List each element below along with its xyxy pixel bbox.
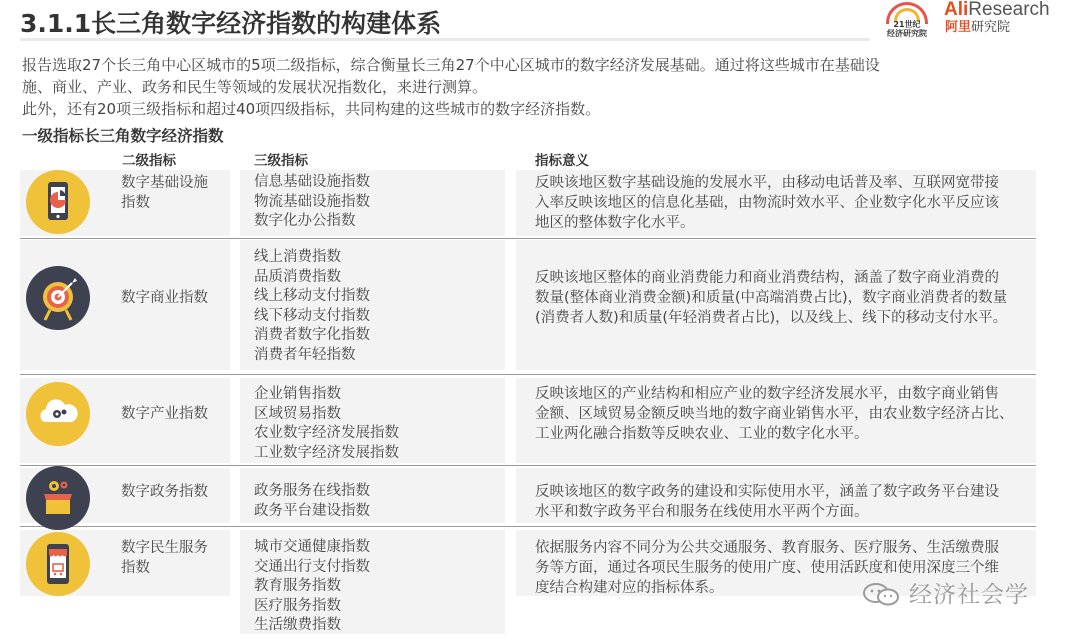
level2-label: 数字商业指数	[121, 290, 208, 306]
level3-item: 品质消费指数	[254, 268, 341, 285]
level3-item: 农业数字经济发展指数	[254, 425, 399, 441]
page-title: 3.1.1长三角数字经济指数的构建体系	[20, 9, 442, 38]
row-divider	[20, 465, 1036, 466]
column-header-level2: 二级指标	[122, 153, 176, 169]
level3-item: 城市交通健康指数	[254, 539, 370, 555]
level3-list	[254, 173, 370, 232]
level3-item: 教育服务指数	[254, 578, 341, 594]
level2-label: 数字政务指数	[121, 484, 208, 500]
level3-item: 政务平台建设指数	[254, 502, 370, 519]
cloud-gear-icon	[26, 382, 90, 446]
level3-list	[254, 385, 399, 463]
level3-item: 交通出行支付指数	[254, 558, 370, 575]
box-gear-icon	[26, 466, 90, 530]
row-divider	[20, 526, 1036, 527]
level2-label: 数字产业指数	[121, 406, 208, 422]
level3-list	[254, 248, 370, 365]
meaning-text: 依据服务内容不同分为公共交通服务、教育服务、医疗服务、生活缴费服 务等方面，通过各项民生服务的使用广度、使用活跃度和使用深度三个维 度结合构建对应的指标体系。	[535, 540, 999, 596]
level3-item: 线上移动支付指数	[254, 288, 370, 304]
meaning-text: 反映该地区的数字政务的建设和实际使用水平，涵盖了数字政务平台建设 水平和数字政务平台和服务在线使用水平两个方面。	[535, 484, 999, 520]
row-divider	[20, 374, 1036, 375]
level3-item: 医疗服务指数	[254, 597, 341, 614]
column-header-meaning: 指标意义	[535, 153, 589, 169]
intro-line: 施、商业、产业、政务和民生等领域的发展状况指数化，来进行测算。	[22, 78, 488, 96]
mobile-phone-icon	[26, 170, 90, 234]
level3-item: 消费者年轻指数	[254, 346, 356, 363]
level3-item: 物流基础设施指数	[254, 193, 370, 210]
intro-paragraph	[22, 54, 1062, 120]
level3-list	[254, 482, 370, 521]
meaning-text: 反映该地区数字基础设施的发展水平，由移动电话普及率、互联网宽带接 入率反映该地区的信息化基础，由物流时效水平、企业数字化水平反应该 地区的整体数字化水平。	[535, 175, 999, 231]
column-header-level3: 三级指标	[254, 153, 308, 169]
watermark-text: 经济社会学	[909, 582, 1029, 608]
meaning-text: 反映该地区的产业结构和相应产业的数字经济发展水平，由数字商业销售 金额、区域贸易金额反映当地的数字商业销售水平，由农业数字经济占比、 工业两化融合指数等反映农业、工业的数字化水平。	[535, 386, 1014, 442]
level3-list	[254, 538, 370, 636]
row-divider	[20, 238, 1036, 239]
level3-item: 区域贸易指数	[254, 405, 341, 422]
level3-item: 数字化办公指数	[254, 213, 356, 229]
level3-item: 工业数字经济发展指数	[254, 444, 399, 461]
21st-century-logo: 21世纪 经济研究院	[878, 2, 936, 32]
level3-item: 企业销售指数	[254, 386, 341, 402]
level2-label: 数字基础设施 指数	[121, 175, 208, 211]
mobile-shop-icon	[26, 532, 90, 596]
aliresearch-logo: AliResearch 阿里研究院	[944, 0, 1050, 35]
level2-label: 数字民生服务 指数	[121, 540, 208, 576]
section-subheading: 一级指标长三角数字经济指数	[22, 127, 224, 145]
intro-line: 报告选取27个长三角中心区城市的5项二级指标，综合衡量长三角27个中心区城市的数字经济发展基础。通过将这些城市在基础设	[22, 56, 880, 74]
level3-item: 生活缴费指数	[254, 617, 341, 633]
level3-item: 信息基础设施指数	[254, 174, 370, 190]
level3-item: 政务服务在线指数	[254, 483, 370, 499]
level3-item: 线下移动支付指数	[254, 307, 370, 324]
wechat-icon	[862, 582, 902, 608]
level3-item: 线上消费指数	[254, 249, 341, 265]
target-icon	[26, 266, 90, 330]
meaning-text: 反映该地区整体的商业消费能力和商业消费结构，涵盖了数字商业消费的 数量(整体商业消费金额)和质量(中高端消费占比)，数字商业消费者的数量 (消费者人数)和质量(年轻消费者占比)，以及线上、线下的移动支付水平。	[535, 270, 1008, 326]
title-underline	[20, 38, 870, 41]
level3-item: 消费者数字化指数	[254, 327, 370, 343]
intro-line: 此外，还有20项三级指标和超过40项四级指标，共同构建的这些城市的数字经济指数。	[22, 100, 601, 118]
